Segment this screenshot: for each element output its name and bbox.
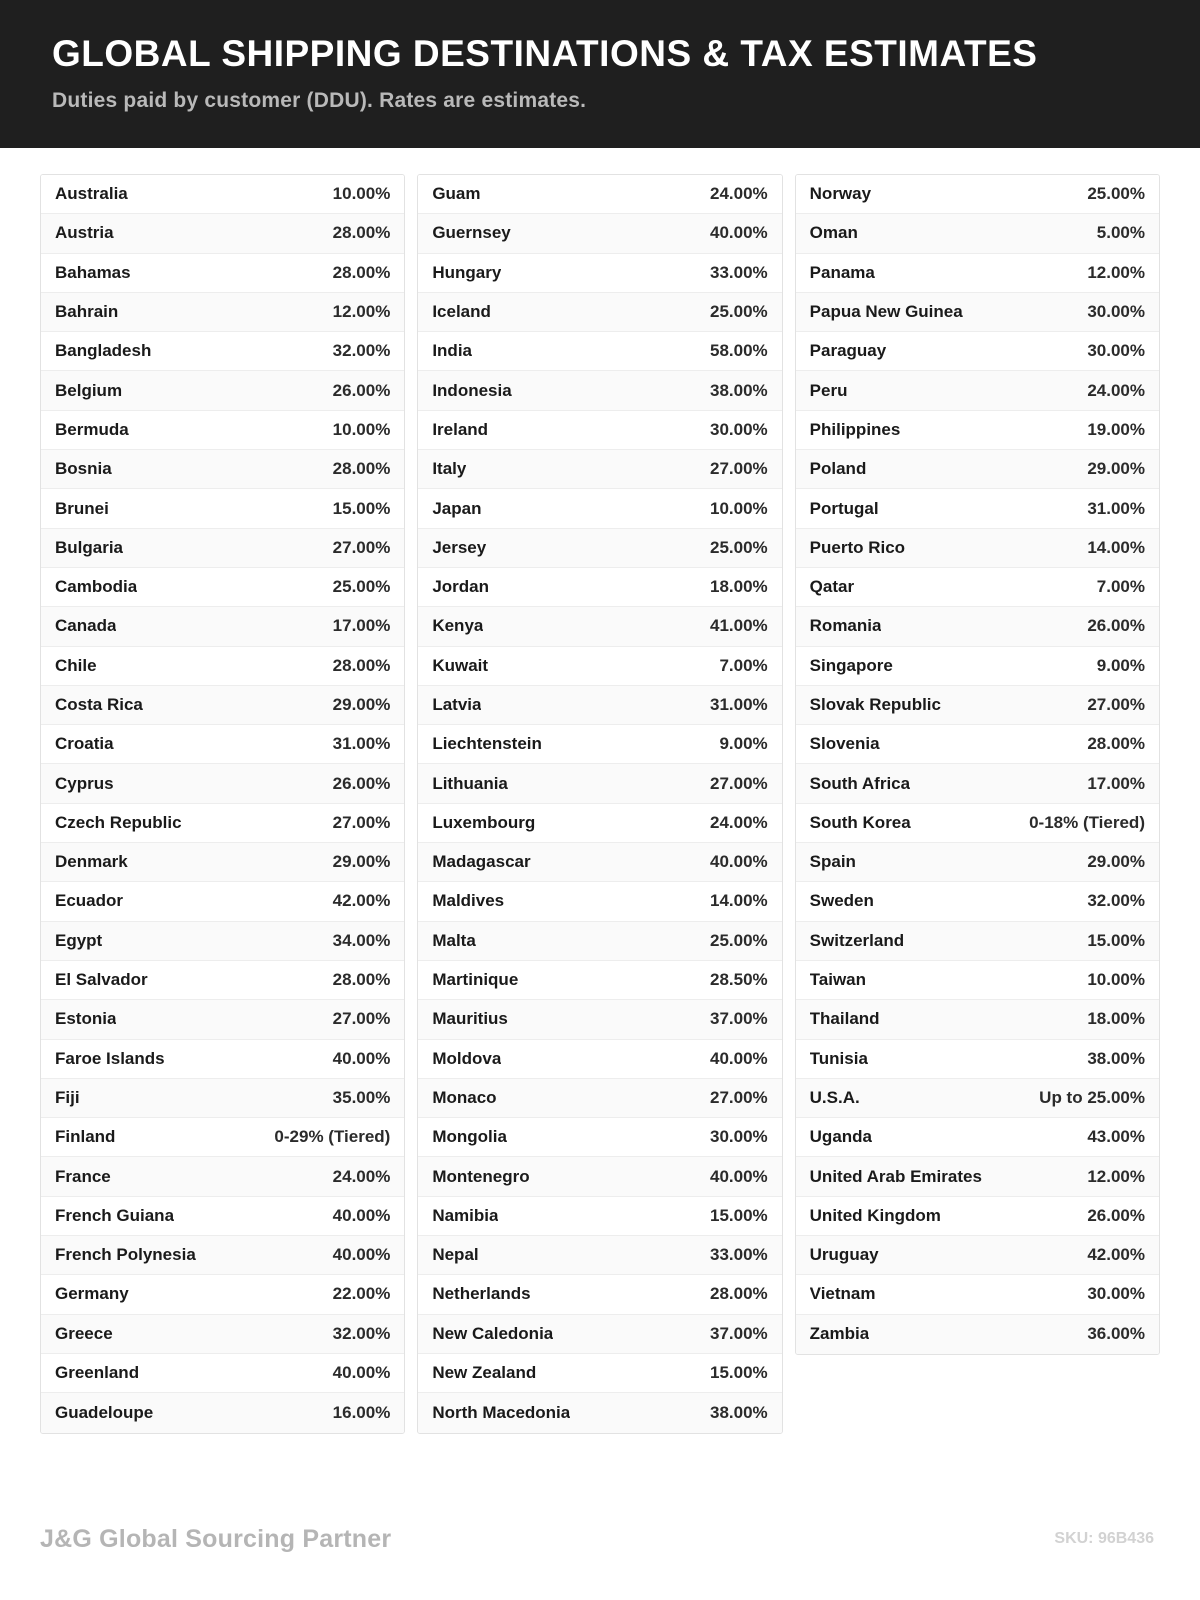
tax-rate: 29.00% [1087, 852, 1145, 872]
country-name: Namibia [432, 1205, 499, 1225]
country-name: Slovak Republic [809, 695, 941, 714]
country-name: Latvia [432, 695, 482, 714]
country-name: Thailand [809, 1009, 880, 1029]
page-subtitle: Duties paid by customer (DDU). Rates are estimates. [52, 88, 587, 112]
table-row [796, 568, 1159, 607]
country-name: New Caledonia [432, 1323, 554, 1343]
country-name: Uruguay [809, 1245, 879, 1265]
tax-rate: 27.00% [1087, 695, 1145, 714]
table-row [41, 882, 404, 921]
table-row [418, 843, 781, 882]
tax-rate: 33.00% [709, 262, 768, 282]
tax-rate: 14.00% [1087, 537, 1145, 557]
country-name: Tunisia [809, 1048, 868, 1068]
country-name: Taiwan [809, 970, 867, 990]
country-name: New Zealand [432, 1363, 537, 1383]
country-name: Bangladesh [55, 341, 152, 361]
table-row [796, 293, 1159, 332]
table-row [418, 725, 781, 764]
table-row [418, 922, 781, 961]
table-row [41, 1000, 404, 1039]
country-name: Paraguay [809, 341, 887, 361]
tax-rate: 9.00% [1096, 655, 1145, 675]
table-row [418, 1000, 781, 1039]
country-name: Montenegro [432, 1166, 530, 1186]
tax-rate: 43.00% [1087, 1127, 1145, 1147]
country-name: Oman [809, 223, 858, 243]
table-row [418, 371, 781, 410]
country-name: India [432, 341, 472, 361]
tax-rate: 17.00% [332, 616, 391, 636]
table-row [41, 411, 404, 450]
table-row [796, 961, 1159, 1000]
country-name: Monaco [432, 1087, 497, 1107]
country-name: South Africa [809, 773, 911, 793]
table-row [41, 214, 404, 253]
page-footer [0, 1496, 1200, 1600]
tax-rate: 16.00% [332, 1402, 391, 1422]
table-row [796, 607, 1159, 646]
tax-rate: 31.00% [709, 695, 768, 714]
country-name: Martinique [432, 970, 519, 990]
table-row [796, 882, 1159, 921]
table-row [418, 1275, 781, 1314]
table-row [41, 489, 404, 528]
country-name: Peru [809, 380, 848, 400]
tax-rate: 24.00% [709, 812, 768, 832]
country-name: Ecuador [55, 891, 124, 911]
rates-column-3 [795, 174, 1160, 1355]
table-row [418, 1040, 781, 1079]
country-name: Portugal [809, 498, 879, 518]
tax-rate: 35.00% [332, 1087, 391, 1107]
table-row [41, 1197, 404, 1236]
country-name: Qatar [809, 577, 855, 597]
table-row [796, 1000, 1159, 1039]
tax-rate: 32.00% [332, 341, 391, 361]
table-row [41, 1118, 404, 1157]
tax-rate: 17.00% [1087, 773, 1145, 793]
table-row [796, 1157, 1159, 1196]
table-row [796, 804, 1159, 843]
tax-rate: 15.00% [1087, 930, 1145, 950]
table-row [796, 647, 1159, 686]
country-name: U.S.A. [809, 1087, 860, 1107]
country-name: Jersey [432, 537, 487, 557]
tax-rate: 15.00% [332, 498, 391, 518]
table-row [796, 922, 1159, 961]
table-row [418, 804, 781, 843]
table-row [418, 764, 781, 803]
tax-rate: 19.00% [1087, 419, 1145, 439]
country-name: Philippines [809, 419, 901, 439]
tax-rate: 0-29% (Tiered) [274, 1127, 391, 1147]
page-title: GLOBAL SHIPPING DESTINATIONS & TAX ESTIMATES [52, 33, 1038, 74]
country-name: Maldives [432, 891, 505, 911]
country-name: Austria [55, 223, 114, 243]
rates-column-2 [417, 174, 782, 1434]
tax-rate: 40.00% [709, 852, 768, 872]
country-name: Slovenia [809, 734, 880, 754]
country-name: Egypt [55, 930, 103, 950]
tax-rate: 28.00% [1087, 734, 1145, 754]
tax-rate: 25.00% [1087, 184, 1145, 204]
table-row [418, 607, 781, 646]
tax-rate: 30.00% [1087, 341, 1145, 361]
tax-rate: 18.00% [709, 577, 768, 597]
country-name: Estonia [55, 1009, 117, 1029]
tax-rate: 29.00% [1087, 459, 1145, 479]
tax-rate: 7.00% [1096, 577, 1145, 597]
country-name: French Guiana [55, 1205, 175, 1225]
tax-rate: 12.00% [1087, 262, 1145, 282]
table-row [796, 254, 1159, 293]
tax-rate: 28.00% [332, 262, 391, 282]
tax-rate: 31.00% [332, 734, 391, 754]
country-name: Nepal [432, 1245, 479, 1265]
table-row [41, 1040, 404, 1079]
country-name: Lithuania [432, 773, 508, 793]
table-row [41, 1315, 404, 1354]
country-name: Belgium [55, 380, 123, 400]
country-name: Cyprus [55, 773, 114, 793]
tax-rate: 40.00% [332, 1245, 391, 1265]
tax-rate: 40.00% [709, 1048, 768, 1068]
country-name: United Arab Emirates [809, 1166, 982, 1186]
country-name: Kenya [432, 616, 484, 636]
table-row [418, 450, 781, 489]
tax-rate: 26.00% [1087, 616, 1145, 636]
tax-rate: 0-18% (Tiered) [1029, 812, 1145, 832]
tax-rate: 28.00% [332, 655, 391, 675]
table-row [41, 647, 404, 686]
tax-rate: Up to 25.00% [1039, 1087, 1145, 1107]
tax-rate: 29.00% [332, 852, 391, 872]
table-row [418, 293, 781, 332]
table-row [41, 725, 404, 764]
tax-rate: 7.00% [719, 655, 768, 675]
tax-rate: 58.00% [709, 341, 768, 361]
table-row [418, 1197, 781, 1236]
table-row [418, 1315, 781, 1354]
tax-rate: 28.00% [332, 459, 391, 479]
tax-rate: 36.00% [1087, 1324, 1145, 1344]
country-name: Sweden [809, 891, 874, 911]
country-name: Zambia [809, 1324, 870, 1344]
tax-rate: 12.00% [332, 302, 391, 322]
country-name: Norway [809, 184, 872, 204]
table-row [418, 568, 781, 607]
table-row [41, 1354, 404, 1393]
country-name: Guam [432, 184, 481, 204]
tax-rate: 24.00% [709, 184, 768, 204]
tax-rate: 29.00% [332, 695, 391, 714]
tax-rate: 38.00% [709, 1402, 768, 1422]
table-row [796, 686, 1159, 725]
country-name: Greece [55, 1323, 113, 1343]
tax-rate: 38.00% [1087, 1048, 1145, 1068]
tax-rate: 5.00% [1096, 223, 1145, 243]
table-row [418, 411, 781, 450]
country-name: United Kingdom [809, 1205, 941, 1225]
tax-rate: 28.50% [709, 970, 768, 990]
table-row [41, 764, 404, 803]
country-name: Bosnia [55, 459, 112, 479]
country-name: Poland [809, 459, 867, 479]
footer-sku: SKU: 96B436 [1054, 1530, 1154, 1547]
table-row [796, 1236, 1159, 1275]
tax-rate: 15.00% [709, 1205, 768, 1225]
rates-column-1 [40, 174, 405, 1434]
table-row [418, 175, 781, 214]
country-name: Bahrain [55, 302, 119, 322]
country-name: Hungary [432, 262, 502, 282]
tax-rate: 14.00% [709, 891, 768, 911]
country-name: Faroe Islands [55, 1048, 165, 1068]
table-row [41, 529, 404, 568]
table-row [796, 1040, 1159, 1079]
country-name: Canada [55, 616, 117, 636]
table-row [796, 529, 1159, 568]
table-row [796, 843, 1159, 882]
tax-rate: 40.00% [332, 1363, 391, 1383]
table-row [41, 450, 404, 489]
country-name: Bahamas [55, 262, 131, 282]
table-row [418, 1393, 781, 1432]
tax-rate: 40.00% [332, 1205, 391, 1225]
table-row [41, 607, 404, 646]
table-row [796, 1275, 1159, 1314]
tax-rate: 41.00% [709, 616, 768, 636]
tax-rate: 30.00% [709, 419, 768, 439]
country-name: Australia [55, 184, 128, 204]
table-row [418, 882, 781, 921]
table-row [418, 686, 781, 725]
tax-rate: 26.00% [1087, 1205, 1145, 1225]
table-row [41, 1079, 404, 1118]
country-name: Vietnam [809, 1284, 876, 1304]
tax-rate: 10.00% [709, 498, 768, 518]
country-name: French Polynesia [55, 1245, 196, 1265]
tax-rate: 10.00% [332, 419, 391, 439]
tax-rate: 27.00% [709, 459, 768, 479]
table-row [41, 686, 404, 725]
country-name: Iceland [432, 302, 491, 322]
table-row [41, 332, 404, 371]
country-name: Finland [55, 1127, 116, 1147]
tax-rate: 27.00% [709, 773, 768, 793]
table-row [796, 1197, 1159, 1236]
table-row [418, 1354, 781, 1393]
country-name: Japan [432, 498, 482, 518]
tax-rate: 26.00% [332, 773, 391, 793]
tax-rate: 27.00% [332, 1009, 391, 1029]
tax-rate: 32.00% [1087, 891, 1145, 911]
tax-rate: 28.00% [709, 1284, 768, 1304]
country-name: Cambodia [55, 577, 138, 597]
table-row [418, 961, 781, 1000]
table-row [418, 529, 781, 568]
country-name: Ireland [432, 419, 489, 439]
country-name: Germany [55, 1284, 129, 1304]
table-row [796, 489, 1159, 528]
country-name: Denmark [55, 852, 128, 872]
table-row [41, 568, 404, 607]
table-row [796, 450, 1159, 489]
tax-rate: 33.00% [709, 1245, 768, 1265]
table-row [418, 1236, 781, 1275]
table-row [796, 1118, 1159, 1157]
country-name: North Macedonia [432, 1402, 571, 1422]
tax-rate: 26.00% [332, 380, 391, 400]
table-row [41, 922, 404, 961]
table-row [796, 725, 1159, 764]
country-name: Italy [432, 459, 467, 479]
country-name: Spain [809, 852, 856, 872]
tax-rate: 32.00% [332, 1323, 391, 1343]
tax-rate: 15.00% [709, 1363, 768, 1383]
country-name: Switzerland [809, 930, 905, 950]
tax-rate: 30.00% [1087, 1284, 1145, 1304]
tax-rate: 24.00% [332, 1166, 391, 1186]
table-row [41, 293, 404, 332]
tax-rate: 27.00% [332, 812, 391, 832]
tax-rate: 25.00% [709, 302, 768, 322]
table-row [418, 1079, 781, 1118]
tax-rate: 25.00% [332, 577, 391, 597]
tax-rate: 40.00% [709, 1166, 768, 1186]
tax-rate: 40.00% [332, 1048, 391, 1068]
table-row [41, 804, 404, 843]
footer-brand: J&G Global Sourcing Partner [40, 1524, 392, 1553]
country-name: Czech Republic [55, 812, 182, 832]
tax-rate: 42.00% [332, 891, 391, 911]
table-row [41, 843, 404, 882]
country-name: Guernsey [432, 223, 511, 243]
country-name: Uganda [809, 1127, 872, 1147]
tax-rate: 42.00% [1087, 1245, 1145, 1265]
page-header [0, 0, 1200, 148]
tax-rate: 10.00% [1087, 970, 1145, 990]
table-row [796, 371, 1159, 410]
country-name: Luxembourg [432, 812, 536, 832]
table-row [418, 1118, 781, 1157]
tax-rate: 25.00% [709, 537, 768, 557]
table-row [41, 1157, 404, 1196]
country-name: Madagascar [432, 852, 531, 872]
table-row [418, 214, 781, 253]
table-row [41, 961, 404, 1000]
table-row [41, 254, 404, 293]
country-name: Guadeloupe [55, 1402, 154, 1422]
tax-rate: 31.00% [1087, 498, 1145, 518]
table-row [41, 1236, 404, 1275]
table-row [796, 1315, 1159, 1354]
table-row [41, 175, 404, 214]
country-name: France [55, 1166, 111, 1186]
country-name: Croatia [55, 734, 114, 754]
country-name: Fiji [55, 1087, 80, 1107]
country-name: Bulgaria [55, 537, 124, 557]
tax-rate: 24.00% [1087, 380, 1145, 400]
tax-rate: 30.00% [1087, 302, 1145, 322]
country-name: Netherlands [432, 1284, 531, 1304]
tax-rate: 38.00% [709, 380, 768, 400]
country-name: Costa Rica [55, 695, 143, 714]
tax-rate: 34.00% [332, 930, 391, 950]
table-row [41, 371, 404, 410]
table-row [418, 489, 781, 528]
country-name: Puerto Rico [809, 537, 906, 557]
tax-rate: 22.00% [332, 1284, 391, 1304]
tax-rate: 10.00% [332, 184, 391, 204]
country-name: Malta [432, 930, 476, 950]
table-row [796, 332, 1159, 371]
table-row [796, 764, 1159, 803]
country-name: Greenland [55, 1363, 140, 1383]
table-row [41, 1393, 404, 1432]
table-row [418, 647, 781, 686]
country-name: Mongolia [432, 1127, 507, 1147]
country-name: Papua New Guinea [809, 302, 963, 322]
tax-rate: 25.00% [709, 930, 768, 950]
country-name: El Salvador [55, 970, 148, 990]
rates-columns [0, 148, 1200, 1434]
tax-rate: 30.00% [709, 1127, 768, 1147]
tax-rate: 27.00% [709, 1087, 768, 1107]
country-name: Mauritius [432, 1009, 508, 1029]
table-row [41, 1275, 404, 1314]
country-name: Brunei [55, 498, 109, 518]
table-row [418, 332, 781, 371]
tax-rate: 9.00% [719, 734, 768, 754]
country-name: Chile [55, 655, 97, 675]
country-name: South Korea [809, 812, 911, 832]
country-name: Kuwait [432, 655, 489, 675]
tax-rate: 12.00% [1087, 1166, 1145, 1186]
tax-rate: 37.00% [709, 1323, 768, 1343]
table-row [796, 1079, 1159, 1118]
table-row [796, 411, 1159, 450]
country-name: Jordan [432, 577, 490, 597]
table-row [796, 214, 1159, 253]
tax-rate: 18.00% [1087, 1009, 1145, 1029]
table-row [796, 175, 1159, 214]
country-name: Liechtenstein [432, 734, 542, 754]
country-name: Singapore [809, 655, 893, 675]
tax-rate: 28.00% [332, 970, 391, 990]
tax-rate: 40.00% [709, 223, 768, 243]
country-name: Panama [809, 262, 875, 282]
tax-rate: 27.00% [332, 537, 391, 557]
country-name: Moldova [432, 1048, 502, 1068]
table-row [418, 254, 781, 293]
tax-rate: 37.00% [709, 1009, 768, 1029]
country-name: Indonesia [432, 380, 512, 400]
table-row [418, 1157, 781, 1196]
country-name: Romania [809, 616, 882, 636]
country-name: Bermuda [55, 419, 129, 439]
tax-rate: 28.00% [332, 223, 391, 243]
